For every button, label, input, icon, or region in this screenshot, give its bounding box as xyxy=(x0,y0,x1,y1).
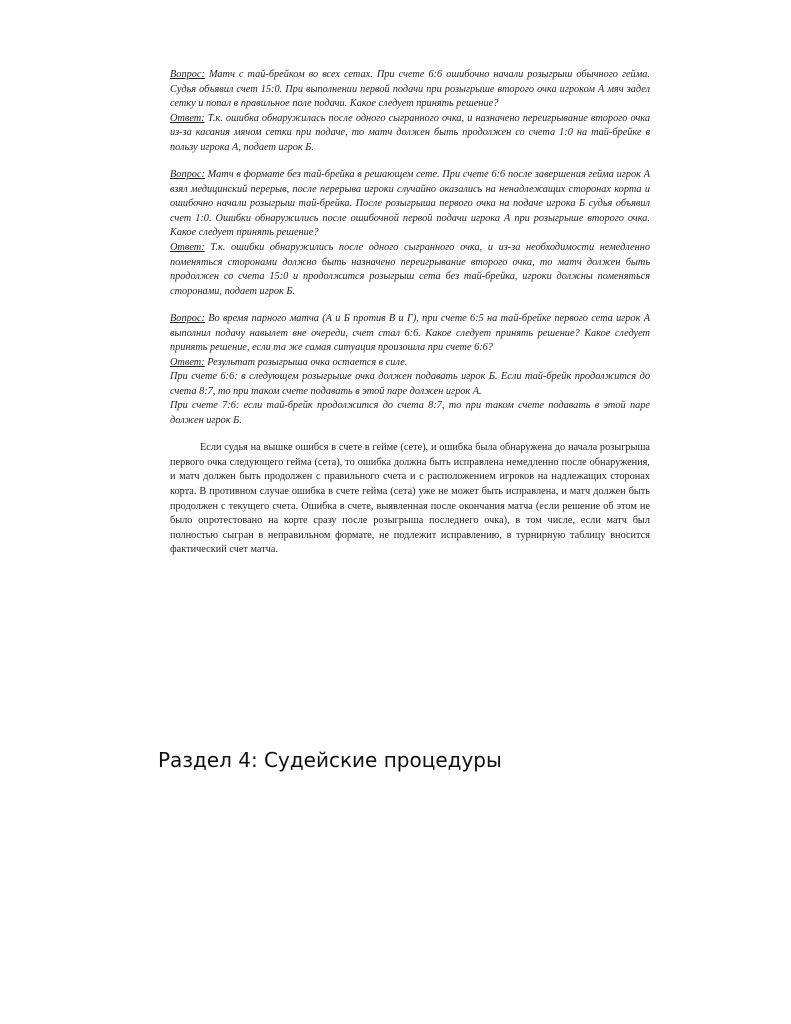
question-label: Вопрос: xyxy=(170,312,205,324)
answer-text: Результат розыгрыша очка остается в силе. xyxy=(207,356,408,368)
answer-3 xyxy=(170,356,650,371)
qa-block-1 xyxy=(170,68,650,156)
question-1 xyxy=(170,68,650,112)
answer-3-detail-1: При счете 6:6: в следующем розыгрыше очка должен подавать игрок Б. Если тай-брейк продолжится до счета 8:7, то при таком счете подавать в этой паре должен игрок А. xyxy=(170,371,650,397)
question-text: Во время парного матча (А и Б против В и Г), при счете 6:5 на тай-брейке первого сета игрок А выполнил подачу навылет вне очереди, счет стал 6:6. Какое следует принять решение? Какое следует принять решение, если та же самая ситуация произошла при счете 6:6? xyxy=(170,312,650,354)
question-text: Матч в формате без тай-брейка в решающем сете. При счете 6:6 после завершения гейма игрок А взял медицинский перерыв, после перерыва игроки случайно оказались на ненадлежащих сторонах корта и ошибочно начали розыгрыш тай-брейка. После розыгрыша первого очка на подаче игрока Б судья объявил счет 1:0. Ошибки обнаружились после ошибочной первой подачи игрока А при розыгрыше второго очка. Какое следует принять решение? xyxy=(170,169,651,239)
answer-1 xyxy=(170,112,650,156)
qa-block-3 xyxy=(170,312,650,429)
answer-text: Т.к. ошибки обнаружились после одного сыгранного очка, и из-за необходимости немедленно поменяться сторонами должно быть назначено переигрывание второго очка, то матч должен быть продолжен со счета 15:0 и продолжится розыгрыш сета без тай-брейка, игроки должны поменяться сторонами, подает игрок Б. xyxy=(170,242,650,297)
question-text: Матч с тай-брейком во всех сетах. При счете 6:6 ошибочно начали розыгрыш обычного гейма. Судья объявил счет 15:0. При выполнении первой подачи при розыгрыше второго очка игроком А мяч задел сетку и попал в правильное поле подачи. Какое следует принять решение? xyxy=(170,69,650,110)
question-2 xyxy=(170,168,650,241)
question-3 xyxy=(170,312,650,356)
answer-text: Т.к. ошибка обнаружилась после одного сыгранного очка, и назначено переигрывание второго очка из-за касания мячом сетки при подаче, то матч должен быть продолжен со счета 1:0 на тай-брейке в пользу игрока А, подает игрок Б. xyxy=(170,112,650,153)
answer-label: Ответ: xyxy=(170,356,205,368)
question-label: Вопрос: xyxy=(170,69,205,80)
answer-3-detail-2: При счете 7:6: если тай-брейк продолжится до счета 8:7, то при таком счете подавать в этой паре должен игрок Б. xyxy=(170,400,650,427)
answer-label: Ответ: xyxy=(170,242,205,254)
rule-paragraph xyxy=(170,441,650,558)
answer-label: Ответ: xyxy=(170,112,205,124)
scanned-text-region xyxy=(170,68,650,558)
rule-paragraph-text: Если судья на вышке ошибся в счете в гейме (сете), и ошибка была обнаружена до начала розыгрыша первого очка следующего гейма (сета), то ошибка должна быть исправлена немедленно после обнаружения, и матч должен быть продолжен с правильного счета и с расположением игроков на надлежащих сторонах корта. В противном случае ошибка в счете гейма (сета) уже не может быть исправлена, и матч должен быть продолжен с текущего счета. Ошибка в счете, выявленная после окончания матча (если решение об этом не было опротестовано на корте сразу после розыгрыша последнего очка), в том числе, если матч был полностью сыгран в неправильном формате, не подлежит исправлению, в турнирную таблицу вносится фактический счет матча. xyxy=(170,442,650,556)
section-title: Раздел 4: Судейские процедуры xyxy=(158,748,502,772)
question-label: Вопрос: xyxy=(170,169,205,181)
answer-2 xyxy=(170,241,650,299)
qa-block-2 xyxy=(170,168,650,299)
